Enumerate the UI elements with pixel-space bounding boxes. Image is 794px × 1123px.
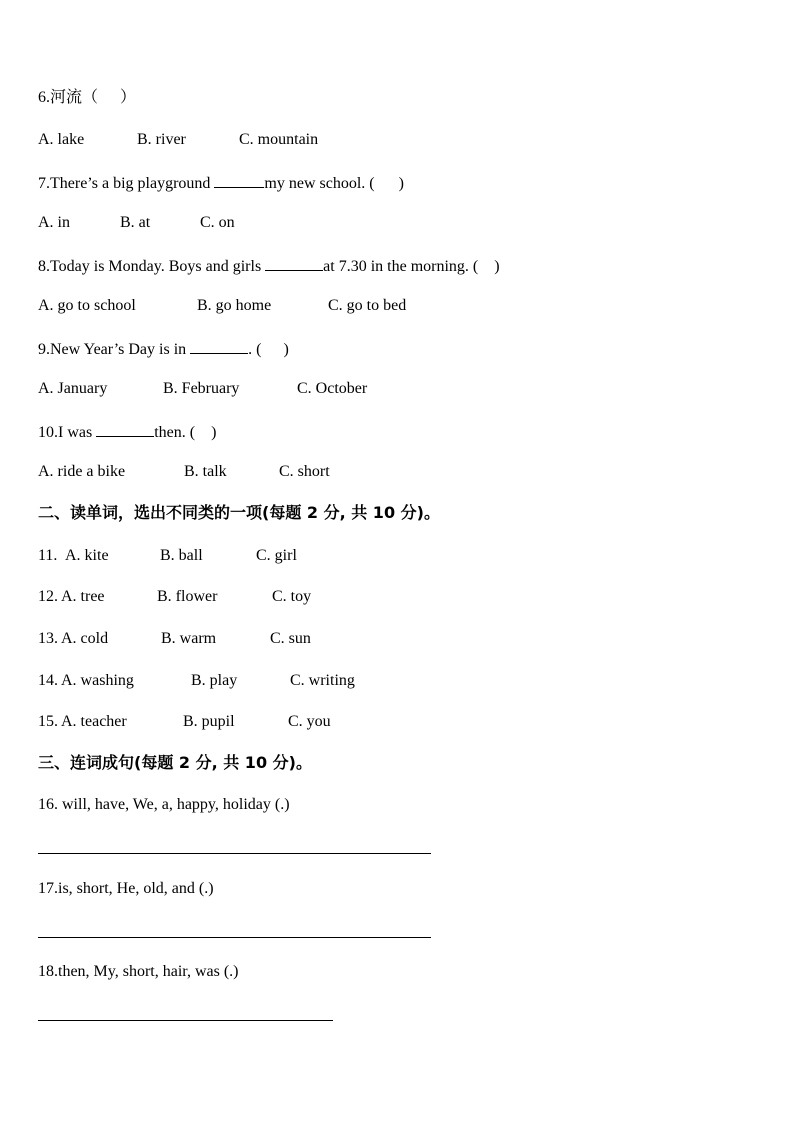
question-10-options [38, 462, 438, 482]
question-13-option-b[interactable]: B. warm [161, 630, 217, 647]
question-7-text-end: my new school. ( [264, 175, 375, 192]
question-14-option-a[interactable]: A. washing [61, 672, 134, 689]
question-10-stem [38, 421, 216, 443]
question-9-text-start: 9.New Year’s Day is in [38, 341, 191, 358]
question-18-answer-line[interactable] [38, 1020, 333, 1021]
question-15-option-a[interactable]: A. teacher [61, 713, 127, 730]
question-9-text-end: . ( [248, 341, 262, 358]
section-2-heading: 二、读单词，选出不同类的一项(每题 2 分, 共 10 分)。 [38, 503, 440, 522]
question-8-option-b[interactable]: B. go home [197, 297, 272, 314]
question-15-option-b[interactable]: B. pupil [183, 713, 235, 730]
question-12 [38, 587, 438, 607]
question-10-bracket-close: ) [211, 424, 217, 441]
question-11 [38, 546, 438, 566]
question-15 [38, 712, 438, 732]
section-3-heading: 三、连词成句(每题 2 分, 共 10 分)。 [38, 753, 312, 772]
question-11-option-c[interactable]: C. girl [256, 547, 297, 564]
question-6-bracket-close: ） [120, 89, 137, 106]
question-7-text-start: 7.There’s a big playground [38, 175, 215, 192]
question-8-option-a[interactable]: A. go to school [38, 297, 136, 314]
question-16-answer-line[interactable] [38, 853, 431, 854]
question-9-option-b[interactable]: B. February [163, 380, 240, 397]
question-10-option-b[interactable]: B. talk [184, 463, 227, 480]
question-6-option-b[interactable]: B. river [137, 131, 186, 148]
question-9-option-a[interactable]: A. January [38, 380, 108, 397]
question-9-blank[interactable] [190, 338, 248, 354]
question-11-option-a[interactable]: A. kite [65, 547, 109, 564]
question-16-prompt: 16. will, have, We, a, happy, holiday (.) [38, 796, 290, 813]
question-7-option-b[interactable]: B. at [120, 214, 151, 231]
question-15-option-c[interactable]: C. you [288, 713, 331, 730]
question-6-option-c[interactable]: C. mountain [239, 131, 319, 148]
question-10-option-a[interactable]: A. ride a bike [38, 463, 126, 480]
question-12-option-a[interactable]: A. tree [61, 588, 105, 605]
question-10-text-start: 10.I was [38, 424, 97, 441]
question-7-options [38, 213, 438, 233]
question-6-text: 6.河流（ [38, 89, 99, 106]
question-14 [38, 671, 438, 691]
question-8-bracket-close: ) [494, 258, 500, 275]
question-8-options [38, 296, 458, 316]
question-7-blank[interactable] [214, 172, 264, 188]
question-9-option-c[interactable]: C. October [297, 380, 368, 397]
question-10-blank[interactable] [96, 421, 154, 437]
question-6-options [38, 130, 438, 150]
question-8-text-end: at 7.30 in the morning. ( [323, 258, 479, 275]
question-6-option-a[interactable]: A. lake [38, 131, 85, 148]
question-9-bracket-close: ) [283, 341, 289, 358]
question-13-option-c[interactable]: C. sun [270, 630, 311, 647]
question-9-stem [38, 338, 289, 360]
question-8-option-c[interactable]: C. go to bed [328, 297, 407, 314]
question-8-text-start: 8.Today is Monday. Boys and girls [38, 258, 266, 275]
question-13 [38, 629, 438, 649]
question-7-stem [38, 172, 404, 194]
question-7-option-c[interactable]: C. on [200, 214, 235, 231]
question-13-option-a[interactable]: A. cold [61, 630, 109, 647]
question-18-prompt: 18.then, My, short, hair, was (.) [38, 963, 239, 980]
question-11-option-b[interactable]: B. ball [160, 547, 203, 564]
question-7-option-a[interactable]: A. in [38, 214, 70, 231]
question-8-blank[interactable] [265, 255, 323, 271]
question-17-prompt: 17.is, short, He, old, and (.) [38, 880, 214, 897]
question-12-number: 12. [38, 588, 58, 605]
question-15-number: 15. [38, 713, 58, 730]
question-14-option-b[interactable]: B. play [191, 672, 238, 689]
question-7-bracket-close: ) [398, 175, 404, 192]
question-12-option-c[interactable]: C. toy [272, 588, 312, 605]
question-9-options [38, 379, 438, 399]
question-10-option-c[interactable]: C. short [279, 463, 330, 480]
question-14-number: 14. [38, 672, 58, 689]
question-14-option-c[interactable]: C. writing [290, 672, 355, 689]
question-6-stem [38, 88, 136, 108]
question-10-text-end: then. ( [154, 424, 196, 441]
question-17-answer-line[interactable] [38, 937, 431, 938]
question-12-option-b[interactable]: B. flower [157, 588, 218, 605]
question-11-number: 11. [38, 547, 58, 564]
question-13-number: 13. [38, 630, 58, 647]
question-8-stem [38, 255, 500, 277]
